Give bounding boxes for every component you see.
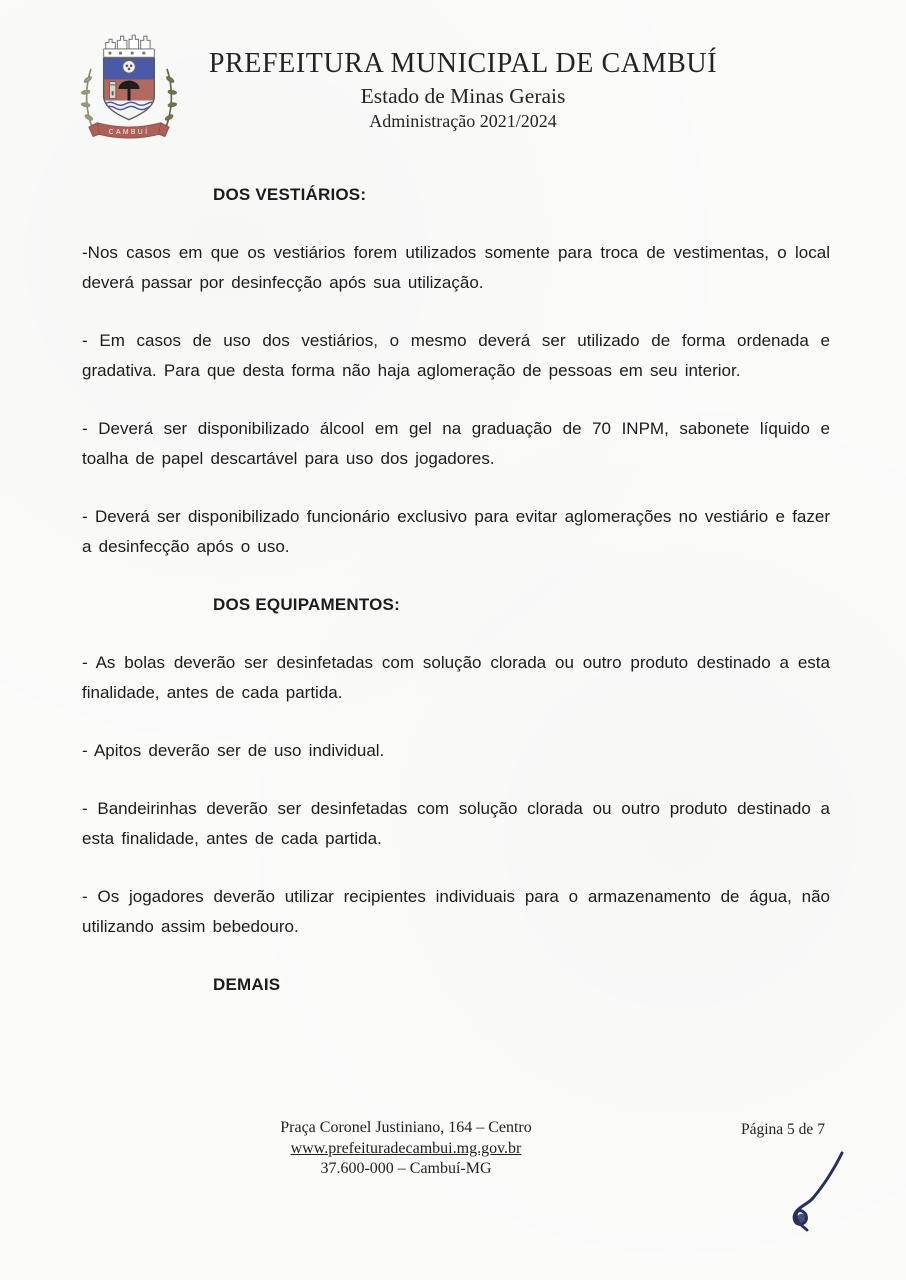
- footer-address: Praça Coronel Justiniano, 164 – Centro: [280, 1119, 532, 1136]
- mural-crown-icon: [104, 35, 155, 57]
- paragraph: - Os jogadores deverão utilizar recipientes individuais para o armazenamento de água, não utilizando assim bebedouro.: [82, 887, 830, 936]
- paragraph: - Deverá ser disponibilizado funcionário exclusivo para evitar aglomerações no vestiário e fazer a desinfecção após o uso.: [82, 507, 830, 556]
- section-heading-demais: DEMAIS: [213, 975, 281, 994]
- paragraph: - Bandeirinhas deverão ser desinfetadas com solução clorada ou outro produto destinado a esta finalidade, antes de cada partida.: [82, 799, 830, 848]
- section-heading-equipamentos: DOS EQUIPAMENTOS:: [213, 595, 400, 614]
- banner-ribbon: [89, 123, 169, 138]
- paragraph: - Deverá ser disponibilizado álcool em gel na graduação de 70 INPM, sabonete líquido e toalha de papel descartável para uso dos jogadores.: [82, 419, 830, 468]
- coat-of-arms-logo: [74, 33, 184, 145]
- section-heading-vestiarios: DOS VESTIÁRIOS:: [213, 185, 367, 204]
- org-title: PREFEITURA MUNICIPAL DE CAMBUÍ: [208, 48, 718, 79]
- banner-text: CAMBUÍ: [108, 128, 150, 136]
- tower-icon: [109, 82, 116, 99]
- footer-address-block: [206, 1118, 606, 1180]
- footer-city: 37.600-000 – Cambuí-MG: [320, 1160, 492, 1177]
- page-number: Página 5 de 7: [741, 1121, 825, 1138]
- document-body: [82, 180, 830, 1028]
- handwritten-check-mark-icon: [778, 1145, 856, 1245]
- org-subtitle: Estado de Minas Gerais: [360, 84, 566, 108]
- paragraph: - As bolas deverão ser desinfetadas com solução clorada ou outro produto destinado a esta finalidade, antes de cada partida.: [82, 653, 830, 702]
- paragraph: -Nos casos em que os vestiários forem utilizados somente para troca de vestimentas, o local deverá passar por desinfecção após sua utilização.: [82, 243, 830, 292]
- administration-period: Administração 2021/2024: [369, 111, 557, 131]
- footer-website-link[interactable]: www.prefeituradecambui.mg.gov.br: [290, 1139, 522, 1157]
- letterhead: [188, 48, 738, 132]
- paragraph: - Apitos deverão ser de uso individual.: [82, 741, 385, 760]
- paragraph: - Em casos de uso dos vestiários, o mesmo deverá ser utilizado de forma ordenada e gradativa. Para que desta forma não haja aglomeração de pessoas em seu interior.: [82, 331, 830, 380]
